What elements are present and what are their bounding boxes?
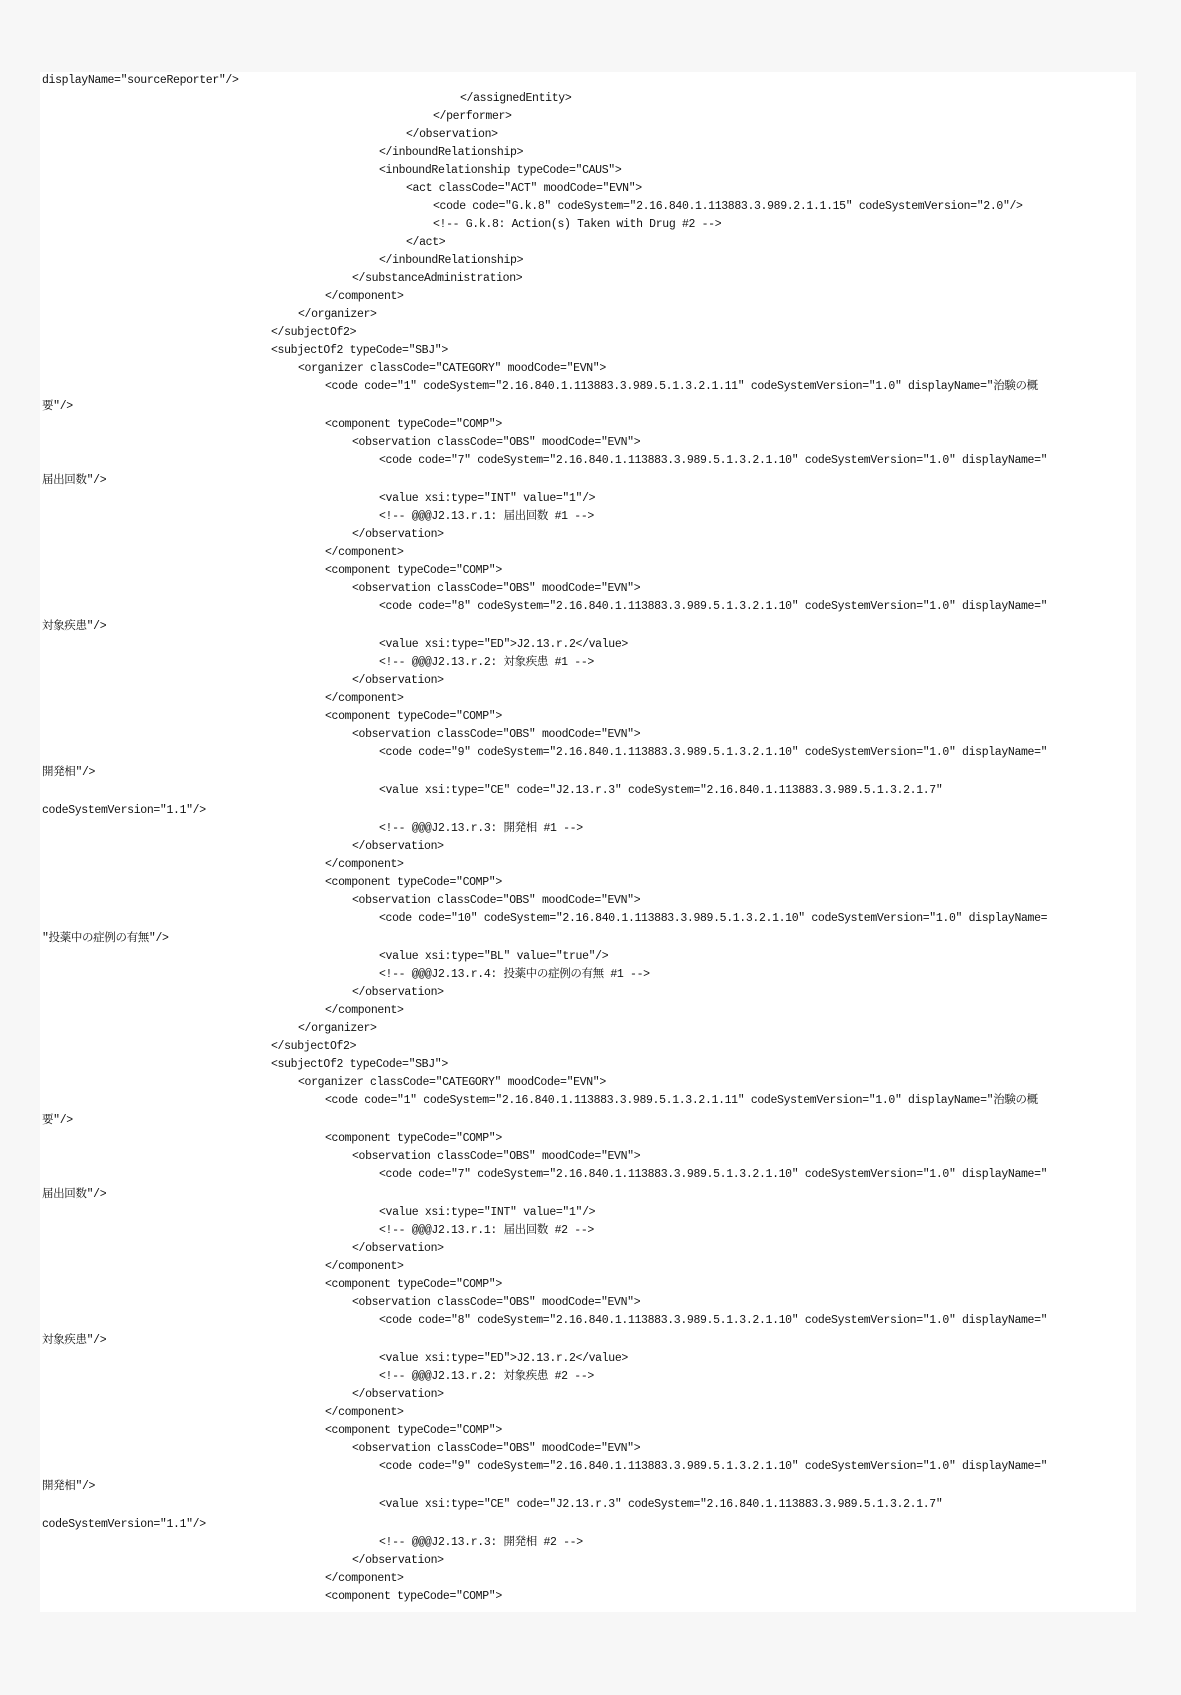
code-line: </organizer> bbox=[298, 308, 377, 321]
code-line: <observation classCode="OBS" moodCode="EVN"> bbox=[352, 1296, 641, 1309]
code-line: <value xsi:type="CE" code="J2.13.r.3" codeSystem="2.16.840.1.113883.3.989.5.1.3.2.1.7" bbox=[379, 784, 943, 797]
code-line: <code code="8" codeSystem="2.16.840.1.113883.3.989.5.1.3.2.1.10" codeSystemVersion="1.0" displayName=" bbox=[379, 1314, 1048, 1327]
code-line: 対象疾患"/> bbox=[42, 1334, 107, 1347]
code-line: <!-- @@@J2.13.r.2: 対象疾患 #2 --> bbox=[379, 1370, 594, 1383]
code-line: </component> bbox=[325, 290, 404, 303]
code-line: <code code="8" codeSystem="2.16.840.1.113883.3.989.5.1.3.2.1.10" codeSystemVersion="1.0" displayName=" bbox=[379, 600, 1048, 613]
code-line: </component> bbox=[325, 1572, 404, 1585]
code-line: </inboundRelationship> bbox=[379, 254, 524, 267]
code-line: <observation classCode="OBS" moodCode="EVN"> bbox=[352, 728, 641, 741]
code-line: </performer> bbox=[433, 110, 512, 123]
code-line: <subjectOf2 typeCode="SBJ"> bbox=[271, 1058, 448, 1071]
code-line: <value xsi:type="INT" value="1"/> bbox=[379, 1206, 596, 1219]
code-line: </observation> bbox=[352, 986, 444, 999]
code-line: <!-- @@@J2.13.r.1: 届出回数 #1 --> bbox=[379, 510, 594, 523]
code-line: <act classCode="ACT" moodCode="EVN"> bbox=[406, 182, 642, 195]
code-line: </substanceAdministration> bbox=[352, 272, 523, 285]
code-line: 開発相"/> bbox=[42, 1480, 96, 1493]
code-line: </act> bbox=[406, 236, 446, 249]
code-line: <code code="7" codeSystem="2.16.840.1.113883.3.989.5.1.3.2.1.10" codeSystemVersion="1.0" displayName=" bbox=[379, 454, 1048, 467]
code-line: </component> bbox=[325, 1260, 404, 1273]
code-line: <value xsi:type="INT" value="1"/> bbox=[379, 492, 596, 505]
code-line: 届出回数"/> bbox=[42, 1188, 107, 1201]
code-line: </component> bbox=[325, 1004, 404, 1017]
code-line: codeSystemVersion="1.1"/> bbox=[42, 804, 206, 817]
code-line: </observation> bbox=[352, 674, 444, 687]
code-line: <inboundRelationship typeCode="CAUS"> bbox=[379, 164, 622, 177]
code-line: </observation> bbox=[352, 840, 444, 853]
code-line: <!-- @@@J2.13.r.2: 対象疾患 #1 --> bbox=[379, 656, 594, 669]
code-line: <observation classCode="OBS" moodCode="EVN"> bbox=[352, 1150, 641, 1163]
code-line: 届出回数"/> bbox=[42, 474, 107, 487]
code-line: </component> bbox=[325, 692, 404, 705]
code-line: </observation> bbox=[352, 1554, 444, 1567]
code-line: <observation classCode="OBS" moodCode="EVN"> bbox=[352, 1442, 641, 1455]
code-line: <observation classCode="OBS" moodCode="EVN"> bbox=[352, 894, 641, 907]
code-line: 開発相"/> bbox=[42, 766, 96, 779]
code-line: </component> bbox=[325, 546, 404, 559]
code-line: <code code="9" codeSystem="2.16.840.1.113883.3.989.5.1.3.2.1.10" codeSystemVersion="1.0" displayName=" bbox=[379, 746, 1048, 759]
code-line: 要"/> bbox=[42, 400, 73, 413]
code-line: </assignedEntity> bbox=[460, 92, 572, 105]
code-line: <!-- @@@J2.13.r.3: 開発相 #2 --> bbox=[379, 1536, 583, 1549]
code-line: <code code="G.k.8" codeSystem="2.16.840.1.113883.3.989.2.1.1.15" codeSystemVersion="2.0"/> bbox=[433, 200, 1023, 213]
code-line: </organizer> bbox=[298, 1022, 377, 1035]
code-line: <observation classCode="OBS" moodCode="EVN"> bbox=[352, 436, 641, 449]
document-page bbox=[40, 72, 1136, 1612]
code-line: <value xsi:type="BL" value="true"/> bbox=[379, 950, 609, 963]
code-line: <!-- @@@J2.13.r.4: 投薬中の症例の有無 #1 --> bbox=[379, 968, 650, 981]
code-line: <code code="7" codeSystem="2.16.840.1.113883.3.989.5.1.3.2.1.10" codeSystemVersion="1.0" displayName=" bbox=[379, 1168, 1048, 1181]
code-line: "投薬中の症例の有無"/> bbox=[42, 932, 169, 945]
code-line: <component typeCode="COMP"> bbox=[325, 710, 502, 723]
code-line: <!-- G.k.8: Action(s) Taken with Drug #2 --> bbox=[433, 218, 722, 231]
code-line: <component typeCode="COMP"> bbox=[325, 1590, 502, 1603]
code-line: </observation> bbox=[352, 1388, 444, 1401]
code-line: <value xsi:type="ED">J2.13.r.2</value> bbox=[379, 638, 628, 651]
code-line: </observation> bbox=[352, 1242, 444, 1255]
code-line: </observation> bbox=[352, 528, 444, 541]
code-line: </observation> bbox=[406, 128, 498, 141]
code-line: </subjectOf2> bbox=[271, 1040, 357, 1053]
code-line: 要"/> bbox=[42, 1114, 73, 1127]
code-line: <observation classCode="OBS" moodCode="EVN"> bbox=[352, 582, 641, 595]
code-line: <organizer classCode="CATEGORY" moodCode="EVN"> bbox=[298, 1076, 606, 1089]
code-line: <code code="1" codeSystem="2.16.840.1.113883.3.989.5.1.3.2.1.11" codeSystemVersion="1.0" displayName="治験の概 bbox=[325, 380, 1038, 393]
code-line: <component typeCode="COMP"> bbox=[325, 1132, 502, 1145]
code-line: <value xsi:type="ED">J2.13.r.2</value> bbox=[379, 1352, 628, 1365]
code-line: displayName="sourceReporter"/> bbox=[42, 74, 239, 87]
code-line: <code code="1" codeSystem="2.16.840.1.113883.3.989.5.1.3.2.1.11" codeSystemVersion="1.0" displayName="治験の概 bbox=[325, 1094, 1038, 1107]
code-line: <code code="9" codeSystem="2.16.840.1.113883.3.989.5.1.3.2.1.10" codeSystemVersion="1.0" displayName=" bbox=[379, 1460, 1048, 1473]
code-line: </component> bbox=[325, 858, 404, 871]
code-line: <subjectOf2 typeCode="SBJ"> bbox=[271, 344, 448, 357]
code-line: <component typeCode="COMP"> bbox=[325, 1424, 502, 1437]
code-line: </subjectOf2> bbox=[271, 326, 357, 339]
code-line: <organizer classCode="CATEGORY" moodCode="EVN"> bbox=[298, 362, 606, 375]
code-line: 対象疾患"/> bbox=[42, 620, 107, 633]
code-line: </inboundRelationship> bbox=[379, 146, 524, 159]
code-line: <component typeCode="COMP"> bbox=[325, 1278, 502, 1291]
code-line: <component typeCode="COMP"> bbox=[325, 876, 502, 889]
code-line: <code code="10" codeSystem="2.16.840.1.113883.3.989.5.1.3.2.1.10" codeSystemVersion="1.0" displayName= bbox=[379, 912, 1048, 925]
code-line: <component typeCode="COMP"> bbox=[325, 564, 502, 577]
code-line: <value xsi:type="CE" code="J2.13.r.3" codeSystem="2.16.840.1.113883.3.989.5.1.3.2.1.7" bbox=[379, 1498, 943, 1511]
code-line: <component typeCode="COMP"> bbox=[325, 418, 502, 431]
code-line: <!-- @@@J2.13.r.3: 開発相 #1 --> bbox=[379, 822, 583, 835]
code-line: </component> bbox=[325, 1406, 404, 1419]
code-line: codeSystemVersion="1.1"/> bbox=[42, 1518, 206, 1531]
code-line: <!-- @@@J2.13.r.1: 届出回数 #2 --> bbox=[379, 1224, 594, 1237]
